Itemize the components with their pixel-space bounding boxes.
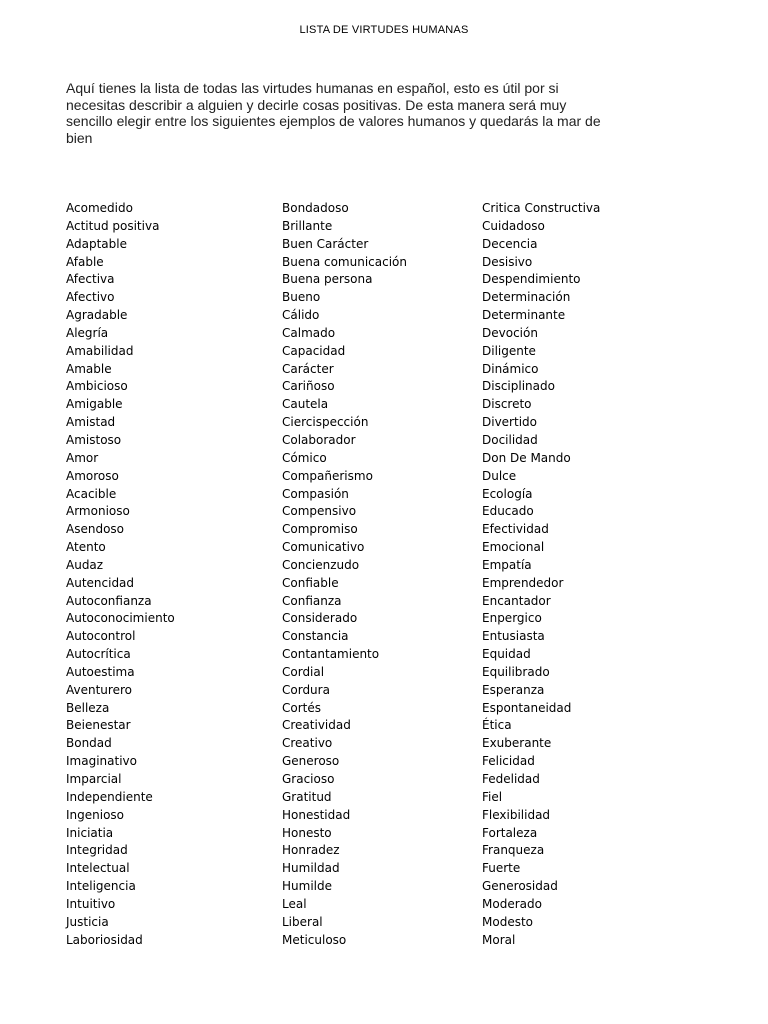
- virtue-item: Amistoso: [66, 432, 122, 447]
- virtue-item: Ciercispección: [282, 415, 369, 430]
- virtues-column-3: [482, 200, 600, 949]
- virtue-item: Generosidad: [482, 879, 558, 894]
- virtue-item: Autoconfianza: [66, 593, 152, 608]
- virtue-item: Iniciatia: [66, 825, 114, 840]
- virtue-item: Inteligencia: [66, 879, 136, 894]
- virtue-item: Educado: [482, 504, 534, 519]
- virtue-item: Moral: [482, 932, 516, 947]
- virtue-item: Creativo: [282, 736, 333, 751]
- virtue-item: Justicia: [66, 914, 109, 929]
- virtue-item: Emocional: [482, 540, 545, 555]
- virtue-item: Amabilidad: [66, 343, 134, 358]
- virtue-item: Amigable: [66, 397, 123, 412]
- virtue-item: Cómico: [282, 450, 327, 465]
- virtue-item: Humilde: [282, 879, 332, 894]
- virtue-item: Despendimiento: [482, 272, 581, 287]
- virtue-item: Carácter: [282, 361, 334, 376]
- virtue-item: Afectivo: [66, 290, 115, 305]
- virtue-item: Armonioso: [66, 504, 130, 519]
- virtue-item: Afable: [66, 254, 104, 269]
- virtue-item: Determinante: [482, 308, 566, 323]
- virtues-column-1: [66, 200, 175, 949]
- virtue-item: Cordial: [282, 664, 325, 679]
- virtue-item: Intuitivo: [66, 896, 116, 911]
- virtue-item: Adaptable: [66, 236, 127, 251]
- virtue-item: Flexibilidad: [482, 807, 551, 822]
- virtue-item: Exuberante: [482, 736, 552, 751]
- virtue-item: Colaborador: [282, 432, 356, 447]
- virtue-item: Equilibrado: [482, 664, 550, 679]
- virtue-item: Franqueza: [482, 843, 545, 858]
- virtue-item: Desisivo: [482, 254, 533, 269]
- virtue-item: Confiable: [282, 575, 339, 590]
- virtue-item: Gracioso: [282, 772, 335, 786]
- virtue-item: Meticuloso: [282, 932, 347, 947]
- virtue-item: Determinación: [482, 290, 571, 305]
- virtue-item: Beienestar: [66, 718, 131, 733]
- page-title: LISTA DE VIRTUDES HUMANAS: [299, 24, 469, 36]
- intro-paragraph: Aquí tienes la lista de todas las virtudes humanas en español, esto es útil por si necesitas describir a alguien y decirle cosas positivas. De esta manera será muy sencillo elegir entre los siguientes ejemplos de valores humanos y quedarás la mar de bien: [66, 80, 601, 146]
- virtue-item: Concienzudo: [282, 557, 360, 572]
- virtue-item: Ecología: [482, 486, 533, 501]
- virtue-item: Fuerte: [482, 861, 521, 876]
- virtue-item: Cautela: [282, 397, 329, 412]
- virtue-item: Imparcial: [66, 772, 122, 786]
- virtue-item: Discreto: [482, 397, 532, 412]
- virtue-item: Honestidad: [282, 807, 351, 822]
- virtue-item: Aventurero: [66, 682, 132, 697]
- virtue-item: Encantador: [482, 593, 551, 608]
- virtue-item: Autoconocimiento: [66, 611, 175, 626]
- virtue-item: Felicidad: [482, 754, 535, 769]
- virtue-item: Divertido: [482, 415, 537, 430]
- virtue-item: Buena persona: [282, 272, 373, 287]
- virtue-item: Laboriosidad: [66, 932, 143, 947]
- virtue-item: Emprendedor: [482, 575, 564, 590]
- virtue-item: Entusiasta: [482, 629, 545, 644]
- virtue-item: Afectiva: [66, 272, 115, 287]
- virtue-item: Devoción: [482, 325, 538, 340]
- virtue-item: Ambicioso: [66, 379, 128, 394]
- virtue-item: Modesto: [482, 914, 533, 929]
- virtue-item: Audaz: [66, 557, 104, 572]
- virtue-item: Fedelidad: [482, 772, 540, 786]
- virtue-item: Honesto: [282, 825, 332, 840]
- virtue-item: Cariñoso: [282, 379, 335, 394]
- virtue-item: Amable: [66, 361, 112, 376]
- virtue-item: Autoestima: [66, 664, 135, 679]
- virtue-item: Creatividad: [282, 718, 351, 733]
- virtue-item: Docilidad: [482, 432, 538, 447]
- virtue-item: Cálido: [282, 308, 320, 323]
- virtue-item: Leal: [282, 896, 307, 911]
- virtue-item: Buen Carácter: [282, 236, 369, 251]
- virtue-item: Cortés: [282, 700, 321, 715]
- virtue-item: Agradable: [66, 308, 128, 323]
- virtue-item: Humildad: [282, 861, 340, 876]
- virtue-item: Equidad: [482, 647, 531, 662]
- virtue-item: Alegría: [66, 325, 109, 340]
- virtue-item: Cuidadoso: [482, 218, 545, 233]
- virtue-item: Bueno: [282, 290, 321, 305]
- virtue-item: Confianza: [282, 593, 342, 608]
- virtue-item: Compromiso: [282, 522, 358, 537]
- virtue-item: Autencidad: [66, 575, 135, 590]
- virtue-item: Acomedido: [66, 201, 133, 215]
- virtue-item: Asendoso: [66, 522, 125, 537]
- virtue-item: Don De Mando: [482, 450, 571, 465]
- virtue-item: Acacible: [66, 486, 117, 501]
- virtue-item: Amor: [66, 450, 99, 465]
- virtue-item: Diligente: [482, 343, 536, 358]
- virtue-item: Gratitud: [282, 789, 332, 804]
- virtue-item: Decencia: [482, 236, 538, 251]
- virtue-item: Fortaleza: [482, 825, 538, 840]
- virtue-item: Amistad: [66, 415, 116, 430]
- virtue-item: Bondad: [66, 736, 112, 751]
- virtue-item: Constancia: [282, 629, 349, 644]
- virtue-item: Compañerismo: [282, 468, 373, 483]
- virtue-item: Atento: [66, 540, 106, 555]
- virtue-item: Critica Constructiva: [482, 201, 601, 215]
- virtue-item: Imaginativo: [66, 754, 137, 769]
- virtue-item: Generoso: [282, 754, 340, 769]
- virtue-item: Contantamiento: [282, 647, 380, 662]
- virtue-item: Compensivo: [282, 504, 357, 519]
- virtue-item: Fiel: [482, 789, 503, 804]
- virtue-item: Calmado: [282, 325, 336, 340]
- virtue-item: Considerado: [282, 611, 358, 626]
- virtue-item: Belleza: [66, 700, 110, 715]
- virtue-item: Amoroso: [66, 468, 119, 483]
- virtues-column-2: [282, 200, 407, 949]
- virtue-item: Compasión: [282, 486, 349, 501]
- virtue-item: Ingenioso: [66, 807, 125, 822]
- virtue-item: Moderado: [482, 896, 542, 911]
- virtue-item: Disciplinado: [482, 379, 555, 394]
- virtue-item: Cordura: [282, 682, 330, 697]
- virtue-item: Honradez: [282, 843, 340, 858]
- virtue-item: Actitud positiva: [66, 218, 160, 233]
- virtue-item: Integridad: [66, 843, 128, 858]
- virtue-item: Capacidad: [282, 343, 346, 358]
- virtue-item: Brillante: [282, 218, 333, 233]
- virtue-item: Efectividad: [482, 522, 549, 537]
- virtue-item: Bondadoso: [282, 201, 349, 215]
- virtue-item: Independiente: [66, 789, 153, 804]
- virtue-item: Esperanza: [482, 682, 545, 697]
- virtue-item: Enpergico: [482, 611, 542, 626]
- virtue-item: Autocontrol: [66, 629, 136, 644]
- virtue-item: Comunicativo: [282, 540, 365, 555]
- virtue-item: Intelectual: [66, 861, 130, 876]
- virtue-item: Empatía: [482, 557, 532, 572]
- virtue-item: Dulce: [482, 468, 517, 483]
- virtue-item: Ética: [482, 718, 512, 733]
- virtue-item: Espontaneidad: [482, 700, 572, 715]
- virtue-item: Buena comunicación: [282, 254, 407, 269]
- virtue-item: Autocrítica: [66, 647, 131, 662]
- virtue-item: Dinámico: [482, 361, 539, 376]
- virtue-item: Liberal: [282, 914, 323, 929]
